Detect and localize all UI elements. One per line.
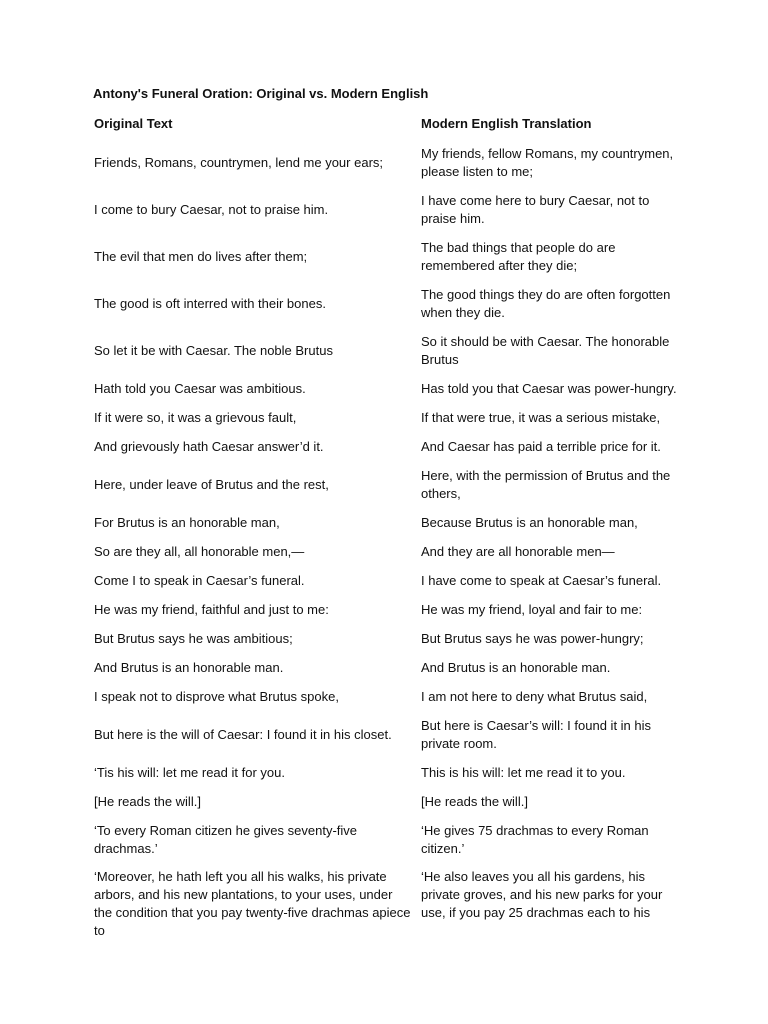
- modern-line: And Brutus is an honorable man.: [421, 660, 611, 675]
- modern-line: And Caesar has paid a terrible price for it.: [421, 439, 661, 454]
- table-row: [90, 759, 684, 788]
- header-original-text: Original Text: [94, 116, 173, 131]
- modern-line: ‘He also leaves you all his gardens, his private groves, and his new parks for your use, if you pay 25 drachmas each to his: [421, 869, 663, 920]
- original-line: ‘Moreover, he hath left you all his walks, his private arbors, and his new plantations, to your uses, under the condition that you pay twenty-five drachmas apiece to: [94, 869, 411, 938]
- table-row: [90, 712, 684, 759]
- table-row: [90, 140, 684, 187]
- modern-line: But Brutus says he was power-hungry;: [421, 631, 644, 646]
- original-line: ‘To every Roman citizen he gives seventy-five drachmas.’: [94, 823, 358, 856]
- original-line: [He reads the will.]: [94, 794, 201, 809]
- modern-line: I have come here to bury Caesar, not to praise him.: [421, 193, 650, 226]
- original-line: Hath told you Caesar was ambitious.: [94, 381, 306, 396]
- original-line: The good is oft interred with their bones.: [94, 296, 326, 311]
- original-line: If it were so, it was a grievous fault,: [94, 410, 297, 425]
- original-line: For Brutus is an honorable man,: [94, 515, 280, 530]
- original-line: And Brutus is an honorable man.: [94, 660, 284, 675]
- modern-line: The good things they do are often forgotten when they die.: [421, 287, 671, 320]
- original-line: And grievously hath Caesar answer’d it.: [94, 439, 324, 454]
- original-line: Here, under leave of Brutus and the rest,: [94, 477, 329, 492]
- table-row: [90, 654, 684, 683]
- modern-line: ‘He gives 75 drachmas to every Roman citizen.’: [421, 823, 649, 856]
- modern-line: This is his will: let me read it to you.: [421, 765, 626, 780]
- modern-line: So it should be with Caesar. The honorable Brutus: [421, 334, 670, 367]
- table-row: [90, 864, 684, 944]
- table-row: [90, 788, 684, 817]
- modern-line: Has told you that Caesar was power-hungry.: [421, 381, 677, 396]
- original-line: I come to bury Caesar, not to praise him.: [94, 202, 329, 217]
- table-row: [90, 538, 684, 567]
- table-row: [90, 433, 684, 462]
- table-row: [90, 625, 684, 654]
- header-modern-translation: Modern English Translation: [421, 116, 592, 131]
- table-row: [90, 509, 684, 538]
- modern-line: The bad things that people do are remembered after they die;: [421, 240, 616, 273]
- original-line: The evil that men do lives after them;: [94, 249, 308, 264]
- translation-table: [90, 112, 684, 944]
- original-line: ‘Tis his will: let me read it for you.: [94, 765, 285, 780]
- table-row: [90, 683, 684, 712]
- modern-line: I have come to speak at Caesar’s funeral.: [421, 573, 662, 588]
- modern-line: If that were true, it was a serious mistake,: [421, 410, 661, 425]
- table-row: [90, 567, 684, 596]
- modern-line: My friends, fellow Romans, my countrymen, please listen to me;: [421, 146, 674, 179]
- modern-line: I am not here to deny what Brutus said,: [421, 689, 648, 704]
- modern-line: He was my friend, loyal and fair to me:: [421, 602, 643, 617]
- table-row: [90, 281, 684, 328]
- table-row: [90, 234, 684, 281]
- original-line: But here is the will of Caesar: I found it in his closet.: [94, 727, 392, 742]
- table-row: [90, 596, 684, 625]
- original-line: I speak not to disprove what Brutus spoke,: [94, 689, 339, 704]
- table-row: [90, 817, 684, 864]
- table-row: [90, 375, 684, 404]
- table-header-row: [90, 112, 684, 140]
- original-line: He was my friend, faithful and just to me:: [94, 602, 329, 617]
- table-row: [90, 404, 684, 433]
- table-row: [90, 187, 684, 234]
- table-row: [90, 462, 684, 509]
- original-line: Come I to speak in Caesar’s funeral.: [94, 573, 305, 588]
- modern-line: [He reads the will.]: [421, 794, 528, 809]
- table-row: [90, 328, 684, 375]
- original-line: But Brutus says he was ambitious;: [94, 631, 293, 646]
- modern-line: And they are all honorable men—: [421, 544, 615, 559]
- original-line: So let it be with Caesar. The noble Brutus: [94, 343, 333, 358]
- modern-line: But here is Caesar’s will: I found it in his private room.: [421, 718, 652, 751]
- modern-line: Because Brutus is an honorable man,: [421, 515, 638, 530]
- document-title: Antony's Funeral Oration: Original vs. Modern English: [93, 86, 429, 101]
- original-line: So are they all, all honorable men,—: [94, 544, 305, 559]
- original-line: Friends, Romans, countrymen, lend me your ears;: [94, 155, 384, 170]
- modern-line: Here, with the permission of Brutus and the others,: [421, 468, 671, 501]
